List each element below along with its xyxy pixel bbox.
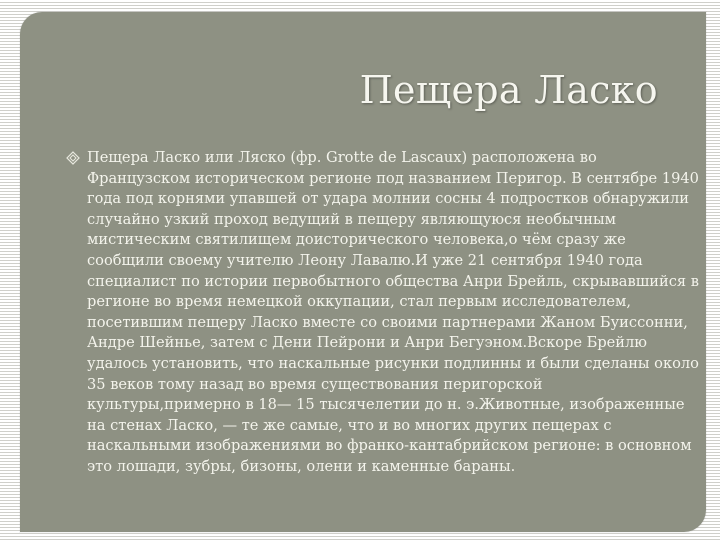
slide-panel — [20, 12, 706, 532]
bullet-item — [66, 148, 700, 478]
slide-title: Пещера Ласко — [359, 68, 658, 112]
bullet-paragraph: Пещера Ласко или Ляско (фр. Grotte de Lascaux) расположена во Французском историческом регионе под названием Перигор. В сентябре 1940 года под корнями упавшей от удара молнии сосны 4 подростков обнаружили случайно узкий проход ведущий в пещеру являющуюся необычным мистическим святилищем доисторического человека,о чём сразу же сообщили своему учителю Леону Лавалю.И уже 21 сентября 1940 года специалист по истории первобытного общества Анри Брейль, скрывавшийся в регионе во время немецкой оккупации, стал первым исследователем, посетившим пещеру Ласко вместе со своими партнерами Жаном Буиссонни, Андре Шейнье, затем с Дени Пейрони и Анри Бегуэном.Вскоре Брейлю удалось установить, что наскальные рисунки подлинны и были сделаны около 35 веков тому назад во время существования перигорской культуры,примерно в 18— 15 тысячелетии до н. э.Животные, изображенные на стенах Ласко, — те же самые, что и во многих других пещерах с наскальными изображениями во франко-кантабрийском регионе: в основном это лошади, зубры, бизоны, олени и каменные бараны. — [87, 149, 699, 475]
diamond-bullet-icon — [66, 151, 80, 165]
